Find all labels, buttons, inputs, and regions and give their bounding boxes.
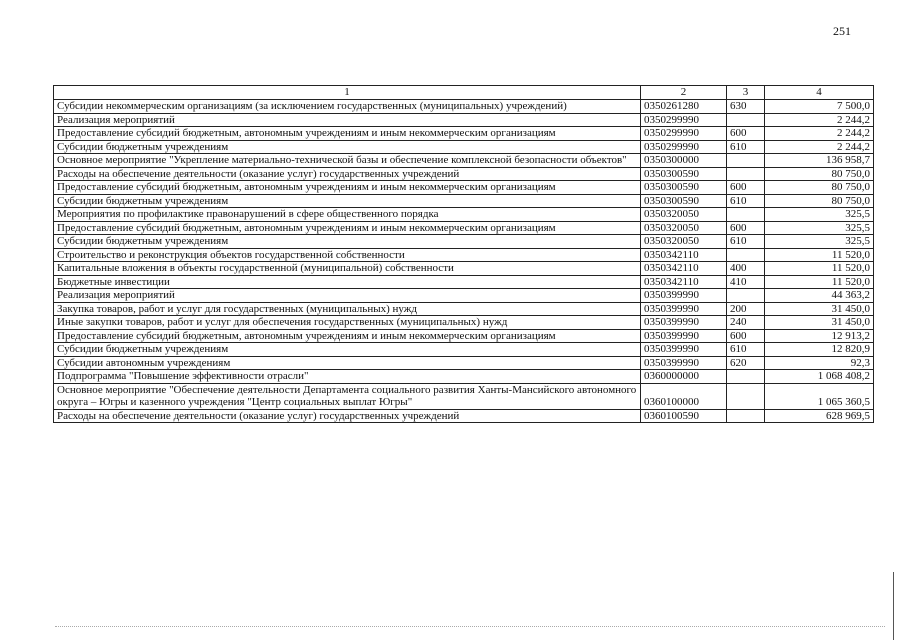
cell-type [727,113,765,127]
cell-name: Предоставление субсидий бюджетным, автономным учреждениям и иным некоммерческим организациям [54,329,641,343]
table-row [54,356,874,370]
cell-code: 0350300590 [641,167,727,181]
table-row [54,289,874,303]
table-row [54,100,874,114]
cell-code: 0360100590 [641,409,727,423]
table-row [54,181,874,195]
table-row [54,235,874,249]
cell-type: 610 [727,235,765,249]
cell-name: Иные закупки товаров, работ и услуг для обеспечения государственных (муниципальных) нужд [54,316,641,330]
cell-code: 0350320050 [641,208,727,222]
cell-sum: 11 520,0 [765,262,874,276]
cell-sum: 12 913,2 [765,329,874,343]
cell-sum: 80 750,0 [765,167,874,181]
cell-code: 0360100000 [641,383,727,409]
cell-name: Расходы на обеспечение деятельности (оказание услуг) государственных учреждений [54,409,641,423]
cell-sum: 11 520,0 [765,248,874,262]
cell-code: 0350399990 [641,302,727,316]
cell-type: 600 [727,221,765,235]
table-row [54,275,874,289]
table-row [54,329,874,343]
header-col-name: 1 [54,86,641,100]
cell-name: Реализация мероприятий [54,289,641,303]
cell-name: Бюджетные инвестиции [54,275,641,289]
table-header-row [54,86,874,100]
cell-code: 0350300590 [641,194,727,208]
cell-sum: 325,5 [765,221,874,235]
cell-sum: 7 500,0 [765,100,874,114]
cell-type [727,208,765,222]
cell-code: 0350299990 [641,140,727,154]
scan-bottom-noise [55,626,885,627]
cell-name: Закупка товаров, работ и услуг для государственных (муниципальных) нужд [54,302,641,316]
cell-type [727,370,765,384]
table-row [54,167,874,181]
cell-name: Предоставление субсидий бюджетным, автономным учреждениям и иным некоммерческим организациям [54,181,641,195]
cell-sum: 80 750,0 [765,194,874,208]
cell-name: Строительство и реконструкция объектов государственной собственности [54,248,641,262]
cell-code: 0350320050 [641,235,727,249]
table-row [54,140,874,154]
cell-sum: 11 520,0 [765,275,874,289]
cell-type: 610 [727,194,765,208]
header-col-type: 3 [727,86,765,100]
cell-type [727,167,765,181]
cell-sum: 44 363,2 [765,289,874,303]
cell-sum: 31 450,0 [765,302,874,316]
cell-code: 0350300000 [641,154,727,168]
cell-code: 0350320050 [641,221,727,235]
cell-name: Субсидии автономным учреждениям [54,356,641,370]
cell-type: 620 [727,356,765,370]
cell-type [727,383,765,409]
table-row [54,248,874,262]
cell-code: 0350399990 [641,316,727,330]
cell-sum: 2 244,2 [765,140,874,154]
cell-code: 0350342110 [641,262,727,276]
cell-name: Подпрограмма "Повышение эффективности отрасли" [54,370,641,384]
table-row [54,343,874,357]
cell-sum: 2 244,2 [765,127,874,141]
table-row [54,383,874,409]
table-row [54,221,874,235]
cell-code: 0350261280 [641,100,727,114]
table-row [54,262,874,276]
cell-name: Основное мероприятие "Обеспечение деятельности Департамента социального развития Ханты-Мансийского автономного округа – Югры и казенного учреждения "Центр социальных выплат Югры" [54,383,641,409]
cell-code: 0350300590 [641,181,727,195]
cell-sum: 1 068 408,2 [765,370,874,384]
cell-code: 0350299990 [641,127,727,141]
cell-type: 600 [727,329,765,343]
cell-sum: 92,3 [765,356,874,370]
cell-code: 0350342110 [641,275,727,289]
cell-type: 630 [727,100,765,114]
header-col-sum: 4 [765,86,874,100]
cell-name: Мероприятия по профилактике правонарушений в сфере общественного порядка [54,208,641,222]
table-row [54,370,874,384]
table-row [54,316,874,330]
table-body [54,100,874,423]
table-row [54,154,874,168]
cell-name: Субсидии бюджетным учреждениям [54,343,641,357]
table-row [54,194,874,208]
table-row [54,409,874,423]
table-row [54,208,874,222]
cell-name: Субсидии бюджетным учреждениям [54,194,641,208]
cell-code: 0350399990 [641,343,727,357]
header-col-code: 2 [641,86,727,100]
cell-name: Основное мероприятие "Укрепление материально-технической базы и обеспечение комплексной безопасности объектов" [54,154,641,168]
cell-type: 240 [727,316,765,330]
budget-table [53,85,874,423]
cell-name: Субсидии некоммерческим организациям (за исключением государственных (муниципальных) учреждений) [54,100,641,114]
cell-sum: 12 820,9 [765,343,874,357]
cell-code: 0350399990 [641,356,727,370]
cell-type [727,289,765,303]
cell-name: Реализация мероприятий [54,113,641,127]
cell-code: 0350399990 [641,289,727,303]
cell-sum: 136 958,7 [765,154,874,168]
cell-type: 200 [727,302,765,316]
cell-type: 610 [727,140,765,154]
page-number: 251 [833,24,851,38]
cell-code: 0360000000 [641,370,727,384]
cell-code: 0350299990 [641,113,727,127]
cell-type: 610 [727,343,765,357]
cell-sum: 1 065 360,5 [765,383,874,409]
cell-code: 0350342110 [641,248,727,262]
table-row [54,302,874,316]
cell-sum: 31 450,0 [765,316,874,330]
cell-type: 410 [727,275,765,289]
cell-name: Предоставление субсидий бюджетным, автономным учреждениям и иным некоммерческим организациям [54,221,641,235]
cell-sum: 628 969,5 [765,409,874,423]
cell-sum: 80 750,0 [765,181,874,195]
cell-type: 600 [727,181,765,195]
cell-name: Расходы на обеспечение деятельности (оказание услуг) государственных учреждений [54,167,641,181]
cell-name: Субсидии бюджетным учреждениям [54,235,641,249]
table-row [54,113,874,127]
cell-sum: 2 244,2 [765,113,874,127]
cell-type [727,154,765,168]
cell-type [727,248,765,262]
cell-name: Субсидии бюджетным учреждениям [54,140,641,154]
scan-edge-line [893,572,894,640]
cell-type: 400 [727,262,765,276]
cell-name: Предоставление субсидий бюджетным, автономным учреждениям и иным некоммерческим организациям [54,127,641,141]
cell-type: 600 [727,127,765,141]
cell-code: 0350399990 [641,329,727,343]
cell-type [727,409,765,423]
table-row [54,127,874,141]
cell-name: Капитальные вложения в объекты государственной (муниципальной) собственности [54,262,641,276]
cell-sum: 325,5 [765,235,874,249]
cell-sum: 325,5 [765,208,874,222]
